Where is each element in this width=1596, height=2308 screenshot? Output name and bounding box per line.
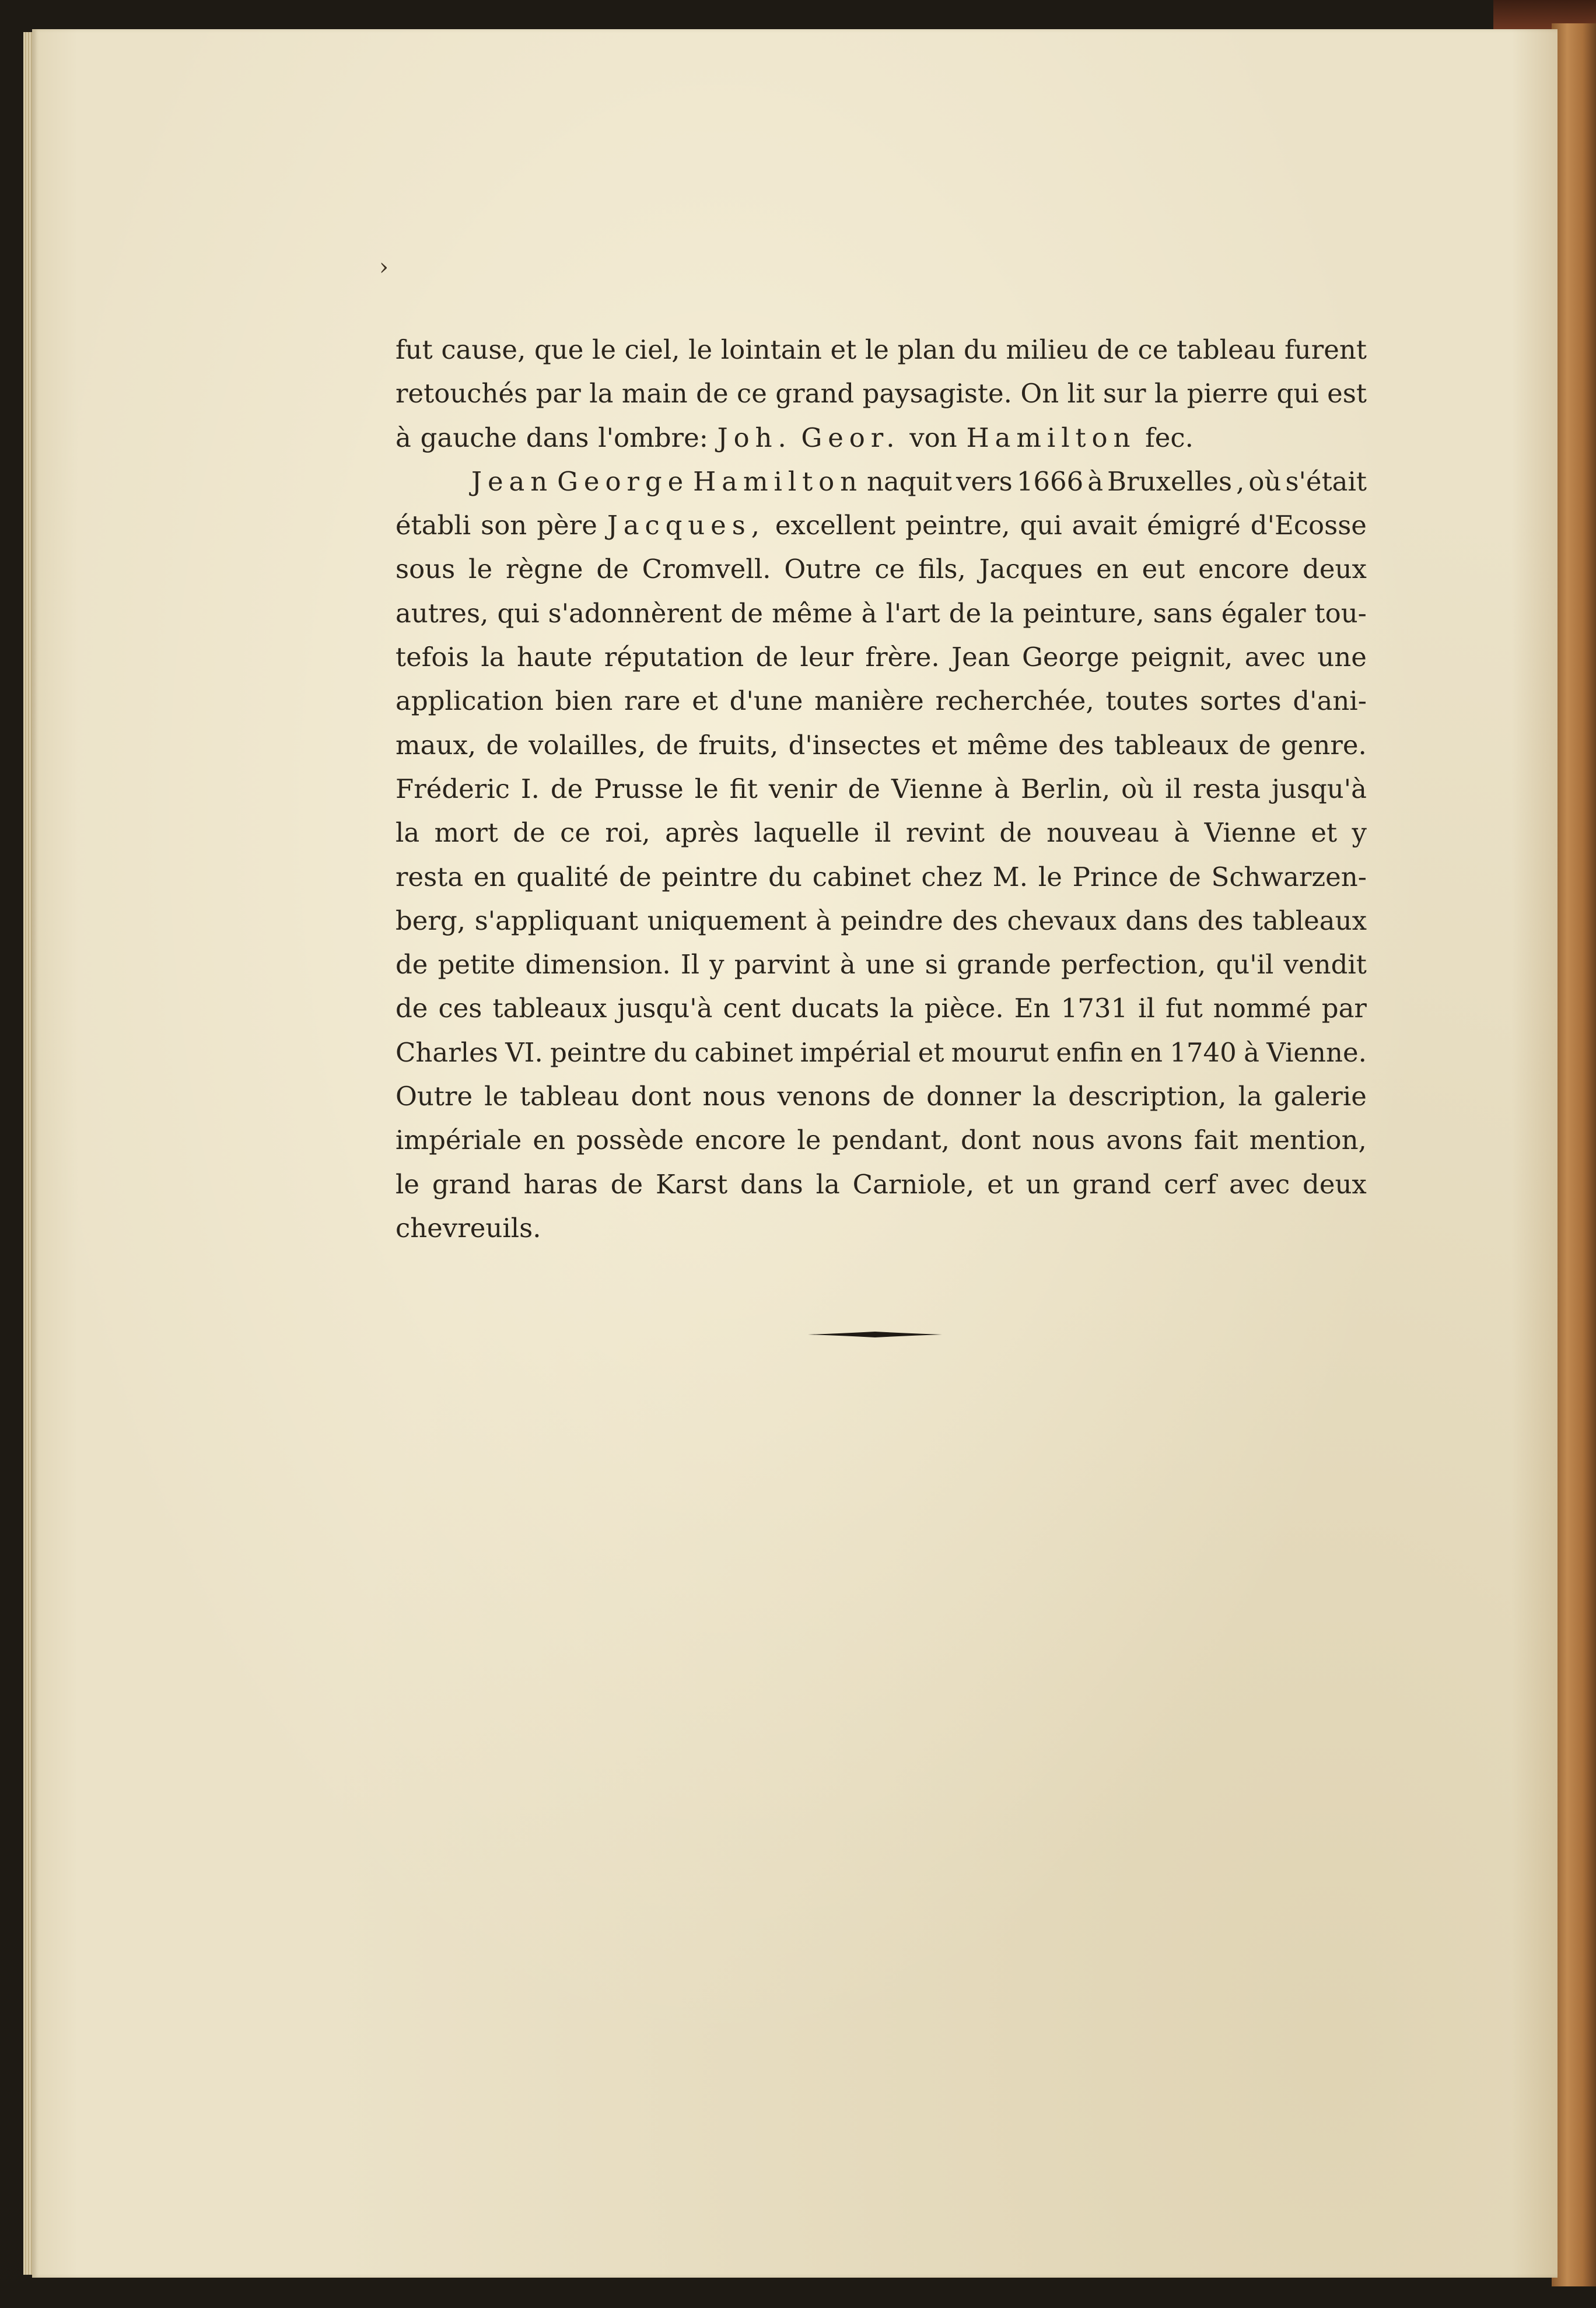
word: Vienne <box>891 773 984 804</box>
word: von <box>909 422 957 453</box>
word: dans <box>526 422 589 453</box>
text-line <box>396 767 1367 811</box>
word: fit <box>729 773 758 804</box>
word: Prince <box>1072 861 1158 892</box>
word: peintre <box>662 861 758 892</box>
word: la <box>1032 1081 1057 1112</box>
word: qualité <box>516 861 609 892</box>
word: encore <box>1198 554 1290 585</box>
word: il <box>1138 993 1155 1024</box>
word: sans <box>1153 597 1213 629</box>
word: égaler <box>1221 597 1306 629</box>
word: qui <box>497 597 540 629</box>
word: de <box>755 642 789 673</box>
word: haras <box>523 1168 598 1200</box>
word: pièce. <box>924 993 1004 1024</box>
text-line <box>396 1206 1367 1250</box>
text-line <box>396 372 1367 415</box>
word: fut <box>396 334 433 365</box>
word: grand <box>775 378 855 409</box>
word: mention, <box>1249 1125 1367 1156</box>
word: avait <box>1072 510 1138 541</box>
word: perfection, <box>1061 949 1206 980</box>
word: cent <box>723 993 781 1024</box>
word: Fréderic <box>396 773 510 804</box>
word: et <box>931 729 957 761</box>
word: sortes <box>1200 685 1282 717</box>
word: et <box>830 334 857 365</box>
word: On <box>1020 378 1059 409</box>
word: vendit <box>1283 949 1367 980</box>
word: en <box>1130 1036 1163 1068</box>
word: Hamilton <box>966 422 1136 453</box>
word: Jacques, <box>607 510 765 541</box>
word: venons <box>777 1081 871 1112</box>
word: fruits, <box>698 729 779 761</box>
word: fils, <box>918 554 966 585</box>
word: le <box>797 1125 821 1156</box>
word: description, <box>1068 1081 1227 1112</box>
word: d'Ecosse <box>1250 510 1367 541</box>
word: parvint <box>734 949 830 980</box>
word: I. <box>520 773 540 804</box>
word: pierre <box>1186 378 1269 409</box>
word: uniquement <box>647 905 807 936</box>
word: la <box>890 993 914 1024</box>
word: en <box>473 861 506 892</box>
word: la <box>481 642 505 673</box>
word: de <box>619 861 652 892</box>
word: Il <box>680 949 700 980</box>
word: la <box>1238 1081 1262 1112</box>
word: qui <box>1276 378 1319 409</box>
word: nous <box>702 1081 766 1112</box>
text-line <box>396 1031 1367 1074</box>
word: de <box>848 773 881 804</box>
word: vers <box>956 465 1013 497</box>
word: M. <box>992 861 1028 892</box>
word: bien <box>555 685 613 717</box>
word: revint <box>905 817 985 849</box>
text-line <box>396 986 1367 1030</box>
word: 1666 <box>1016 465 1084 497</box>
word: il <box>874 817 891 849</box>
word: autres, <box>396 597 489 629</box>
word: chevreuils. <box>396 1212 541 1244</box>
word: cerf <box>1164 1168 1217 1200</box>
word: à <box>396 422 411 453</box>
word: s'était <box>1285 465 1367 497</box>
word: à <box>839 949 856 980</box>
word: en <box>1096 554 1129 585</box>
word: tableaux <box>492 993 607 1024</box>
word: tableaux <box>1114 729 1228 761</box>
text-line <box>396 723 1367 767</box>
word: gauche <box>420 422 517 453</box>
word: mourut <box>951 1036 1049 1068</box>
word: roi, <box>605 817 650 849</box>
word: Joh. <box>717 422 792 453</box>
word: de <box>730 597 764 629</box>
text-line <box>396 943 1367 986</box>
text-line <box>396 547 1367 591</box>
word: sur <box>1102 378 1146 409</box>
word: chevaux <box>1007 905 1116 936</box>
word: des <box>952 905 998 936</box>
word: toutes <box>1105 685 1189 717</box>
word: leur <box>800 642 854 673</box>
book-spine-edge <box>1552 23 1596 2286</box>
word: le <box>468 554 493 585</box>
word: frère. <box>865 642 940 673</box>
word: le <box>484 1081 509 1112</box>
word: de <box>1168 861 1201 892</box>
word: peinture, <box>1023 597 1144 629</box>
word: sous <box>396 554 456 585</box>
end-ornament-rule <box>808 1330 942 1339</box>
word: Geor. <box>801 422 901 453</box>
word: où <box>1121 773 1154 804</box>
word: avec <box>1244 642 1306 673</box>
word: Carniole, <box>852 1168 975 1200</box>
word: volailles, <box>528 729 646 761</box>
word: par <box>1321 993 1367 1024</box>
word: laquelle <box>754 817 860 849</box>
word: lit <box>1067 378 1095 409</box>
body-text <box>396 328 1367 1250</box>
word: donner <box>926 1081 1021 1112</box>
word: une <box>1317 642 1367 673</box>
word: Schwarzen- <box>1211 861 1367 892</box>
word: George <box>1021 642 1119 673</box>
word: et <box>1311 817 1338 849</box>
word: la <box>589 378 614 409</box>
word: l'art <box>886 597 940 629</box>
word: une <box>865 949 915 980</box>
word: possède <box>576 1125 684 1156</box>
word: application <box>396 685 544 717</box>
word: naquit <box>866 465 953 497</box>
word: le <box>1038 861 1062 892</box>
word: à <box>1244 1036 1259 1068</box>
word: encore <box>695 1125 786 1156</box>
word: réputation <box>604 642 744 673</box>
word: avec <box>1229 1168 1290 1200</box>
word: cause, <box>441 334 526 365</box>
word: grand <box>432 1168 511 1200</box>
word: manière <box>814 685 924 717</box>
word: qui <box>1020 510 1062 541</box>
word: de <box>513 817 545 849</box>
word: l'ombre: <box>598 422 708 453</box>
word: lointain <box>720 334 822 365</box>
word: Berlin, <box>1020 773 1111 804</box>
word: s'appliquant <box>474 905 639 936</box>
word: resta <box>396 861 464 892</box>
word: de <box>999 817 1032 849</box>
word: retouchés <box>396 378 528 409</box>
word: en <box>533 1125 565 1156</box>
word: tableaux <box>1252 905 1367 936</box>
word: père <box>537 510 597 541</box>
word: dimension. <box>525 949 671 980</box>
word: haute <box>516 642 593 673</box>
word: milieu <box>1006 334 1088 365</box>
word: même <box>772 597 853 629</box>
word: Jean <box>951 642 1010 673</box>
word: la <box>990 597 1014 629</box>
word: dans <box>1125 905 1189 936</box>
word: peintre, <box>905 510 1010 541</box>
word: eut <box>1142 554 1185 585</box>
word: jusqu'à <box>617 993 713 1024</box>
text-line <box>396 899 1367 943</box>
word: grande <box>957 949 1051 980</box>
word: cabinet <box>694 1036 793 1068</box>
word: le <box>688 334 713 365</box>
text-line <box>396 460 1367 503</box>
word: 1740 <box>1170 1036 1237 1068</box>
word: ce <box>560 817 590 849</box>
word: la <box>396 817 420 849</box>
word: En <box>1014 993 1051 1024</box>
word: 1731 <box>1060 993 1128 1024</box>
word: Jacques <box>979 554 1083 585</box>
word: est <box>1327 378 1367 409</box>
word: d'une <box>729 685 803 717</box>
word: du <box>768 861 802 892</box>
word: du <box>653 1036 688 1068</box>
word: et <box>987 1168 1013 1200</box>
word: de <box>1097 334 1129 365</box>
word: même <box>967 729 1048 761</box>
word: du <box>964 334 998 365</box>
word: peintre <box>550 1036 647 1068</box>
word: de <box>656 729 688 761</box>
word: et <box>692 685 718 717</box>
word: des <box>1058 729 1104 761</box>
text-line <box>396 591 1367 635</box>
word: chez <box>921 861 982 892</box>
word: George <box>557 465 690 497</box>
word: à <box>994 773 1010 804</box>
word: venir <box>768 773 837 804</box>
word: y <box>1352 817 1367 849</box>
word: galerie <box>1273 1081 1367 1112</box>
word: d'insectes <box>788 729 921 761</box>
word: si <box>925 949 947 980</box>
word: nommé <box>1213 993 1311 1024</box>
text-line <box>396 1162 1367 1206</box>
word: y <box>709 949 724 980</box>
word: excellent <box>775 510 896 541</box>
word: Vienne <box>1204 817 1296 849</box>
word: s'adonnèrent <box>548 597 722 629</box>
word: furent <box>1284 334 1367 365</box>
word: deux <box>1303 1168 1367 1200</box>
word: peindre <box>840 905 943 936</box>
word: la <box>816 1168 840 1200</box>
word: grand <box>1072 1168 1152 1200</box>
word: à <box>816 905 832 936</box>
word: enfin <box>1056 1036 1124 1068</box>
word: nouveau <box>1046 817 1160 849</box>
word: ducats <box>791 993 880 1024</box>
word: tou- <box>1314 597 1367 629</box>
word: maux, <box>396 729 477 761</box>
word: impérial <box>800 1036 911 1068</box>
word: règne <box>505 554 583 585</box>
word: émigré <box>1147 510 1241 541</box>
word: le <box>396 1168 420 1200</box>
text-line <box>396 679 1367 723</box>
word: resta <box>1192 773 1261 804</box>
text-line <box>396 503 1367 547</box>
word: à <box>1174 817 1190 849</box>
word: des <box>1197 905 1244 936</box>
word: ce <box>874 554 905 585</box>
word: ces <box>438 993 482 1024</box>
word: de <box>882 1081 915 1112</box>
word: fait <box>1194 1125 1238 1156</box>
word: ce <box>1138 334 1168 365</box>
word: cabinet <box>812 861 911 892</box>
word: de <box>396 949 428 980</box>
word: dont <box>960 1125 1021 1156</box>
word: ciel, <box>624 334 680 365</box>
word: , <box>1236 465 1245 497</box>
word: Cromvell. <box>642 554 771 585</box>
word: de <box>596 554 629 585</box>
word: Vienne. <box>1266 1036 1367 1068</box>
word: pendant, <box>832 1125 950 1156</box>
word: Prusse <box>594 773 684 804</box>
word: il <box>1165 773 1182 804</box>
word: son <box>481 510 527 541</box>
word: et <box>918 1036 944 1068</box>
text-line <box>396 1074 1367 1118</box>
word: avons <box>1106 1125 1183 1156</box>
word: établi <box>396 510 471 541</box>
word: tefois <box>396 642 469 673</box>
word: petite <box>438 949 516 980</box>
word: un <box>1026 1168 1060 1200</box>
word: où <box>1248 465 1282 497</box>
word: berg, <box>396 905 466 936</box>
text-line <box>396 416 1367 460</box>
word: dans <box>740 1168 803 1200</box>
word: de <box>486 729 519 761</box>
word: VI. <box>505 1036 543 1068</box>
word: Jean <box>471 465 554 497</box>
word: paysagiste. <box>862 378 1012 409</box>
word: fec. <box>1145 422 1194 453</box>
word: d'ani- <box>1293 685 1367 717</box>
word: tableau <box>520 1081 620 1112</box>
word: dont <box>631 1081 691 1112</box>
ink-speck-mark: › <box>379 254 388 281</box>
word: deux <box>1303 554 1367 585</box>
word: de <box>696 378 729 409</box>
word: jusqu'à <box>1271 773 1367 804</box>
word: mort <box>434 817 498 849</box>
word: que <box>534 334 584 365</box>
word: à <box>861 597 877 629</box>
word: main <box>621 378 688 409</box>
word: recherchée, <box>935 685 1094 717</box>
word: tableau <box>1176 334 1276 365</box>
word: à <box>1087 465 1104 497</box>
word: Bruxelles <box>1107 465 1233 497</box>
word: de <box>610 1168 643 1200</box>
word: après <box>665 817 739 849</box>
word: Hamilton <box>693 465 863 497</box>
word: fut <box>1165 993 1203 1024</box>
word: de <box>1238 729 1271 761</box>
text-line <box>396 328 1367 372</box>
word: de <box>550 773 583 804</box>
word: qu'il <box>1216 949 1274 980</box>
word: Charles <box>396 1036 498 1068</box>
word: rare <box>624 685 681 717</box>
word: le <box>592 334 617 365</box>
word: par <box>536 378 581 409</box>
word: le <box>864 334 889 365</box>
text-line <box>396 855 1367 899</box>
word: peignit, <box>1130 642 1233 673</box>
word: de <box>396 993 428 1024</box>
word: Outre <box>396 1081 473 1112</box>
word: Outre <box>784 554 862 585</box>
word: le <box>694 773 719 804</box>
text-line <box>396 635 1367 679</box>
text-line <box>396 1118 1367 1162</box>
word: ce <box>737 378 767 409</box>
text-line <box>396 811 1367 854</box>
word: nous <box>1031 1125 1096 1156</box>
word: impériale <box>396 1125 522 1156</box>
word: de <box>949 597 982 629</box>
word: Karst <box>656 1168 728 1200</box>
word: la <box>1154 378 1179 409</box>
word: genre. <box>1281 729 1367 761</box>
word: plan <box>897 334 956 365</box>
